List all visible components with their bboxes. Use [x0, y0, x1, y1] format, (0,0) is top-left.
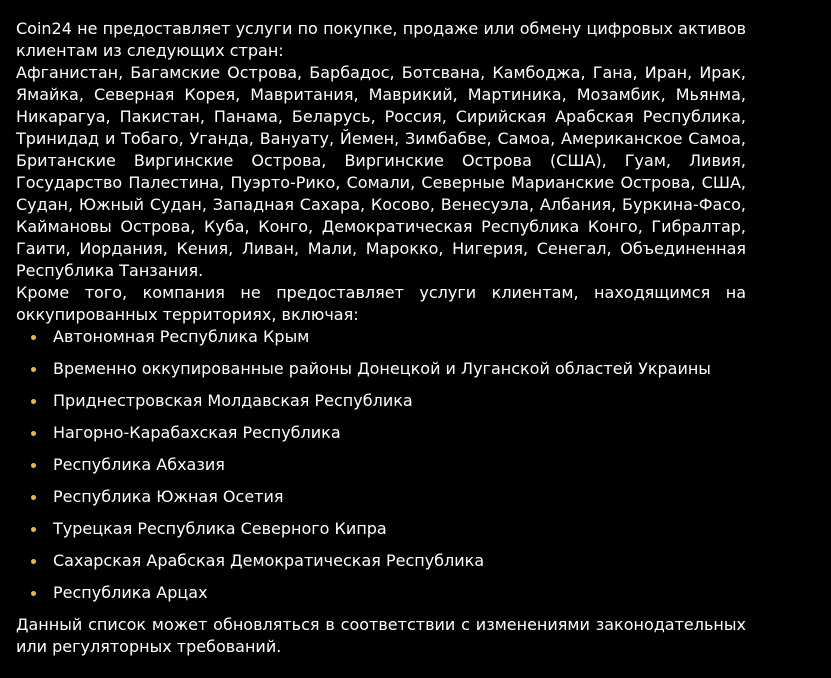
list-item: [16, 422, 746, 444]
bullet-icon: [31, 559, 36, 564]
list-item: [16, 326, 746, 348]
bullet-icon: [31, 399, 36, 404]
countries-list-text: Афганистан, Багамские Острова, Барбадос, Ботсвана, Камбоджа, Гана, Иран, Ирак, Ямайка, Северная Корея, Мавритания, Маврикий, Мартиника, Мозамбик, Мьянма, Никарагуа, Пакистан, Панама, Беларусь, Россия, Сирийская Арабская Республика, Тринидад и Тобаго, Уганда, Вануату, Йемен, Зимбабве, Самоа, Американское Самоа, Британские Виргинские Острова, Виргинские Острова (США), Гуам, Ливия, Государство Палестина, Пуэрто-Рико, Сомали, Северные Марианские Острова, США, Судан, Южный Судан, Западная Сахара, Косово, Венесуэла, Албания, Буркина-Фасо, Каймановы Острова, Куба, Конго, Демократическая Республика Конго, Гибралтар, Гаити, Иордания, Кения, Ливан, Мали, Марокко, Нигерия, Сенегал, Объединенная Республика Танзания.: [16, 63, 746, 280]
list-item-label: Временно оккупированные районы Донецкой и Луганской областей Украины: [53, 359, 711, 378]
list-item-label: Республика Абхазия: [53, 455, 225, 474]
bullet-icon: [31, 335, 36, 340]
list-item-label: Нагорно-Карабахская Республика: [53, 423, 341, 442]
bullet-icon: [31, 591, 36, 596]
occupied-intro-text: Кроме того, компания не предоставляет услуги клиентам, находящимся на оккупированных территориях, включая:: [16, 283, 746, 324]
intro-text: Coin24 не предоставляет услуги по покупке, продаже или обмену цифровых активов клиентам из следующих стран:: [16, 19, 746, 60]
list-item: [16, 550, 746, 572]
list-item-label: Сахарская Арабская Демократическая Республика: [53, 551, 485, 570]
territories-list: [16, 326, 746, 604]
list-item: [16, 390, 746, 412]
list-item: [16, 486, 746, 508]
bullet-icon: [31, 495, 36, 500]
bullet-icon: [31, 463, 36, 468]
list-item-label: Турецкая Республика Северного Кипра: [53, 519, 387, 538]
list-item: [16, 582, 746, 604]
list-item: [16, 518, 746, 540]
list-item-label: Автономная Республика Крым: [53, 327, 310, 346]
list-item-label: Республика Арцах: [53, 583, 208, 602]
list-item: [16, 454, 746, 476]
bullet-icon: [31, 367, 36, 372]
restrictions-content: [16, 18, 746, 658]
list-item-label: Приднестровская Молдавская Республика: [53, 391, 413, 410]
footer-text: Данный список может обновляться в соответствии с изменениями законодательных или регуляторных требований.: [16, 615, 746, 656]
list-item-label: Республика Южная Осетия: [53, 487, 284, 506]
list-item: [16, 358, 746, 380]
bullet-icon: [31, 527, 36, 532]
bullet-icon: [31, 431, 36, 436]
